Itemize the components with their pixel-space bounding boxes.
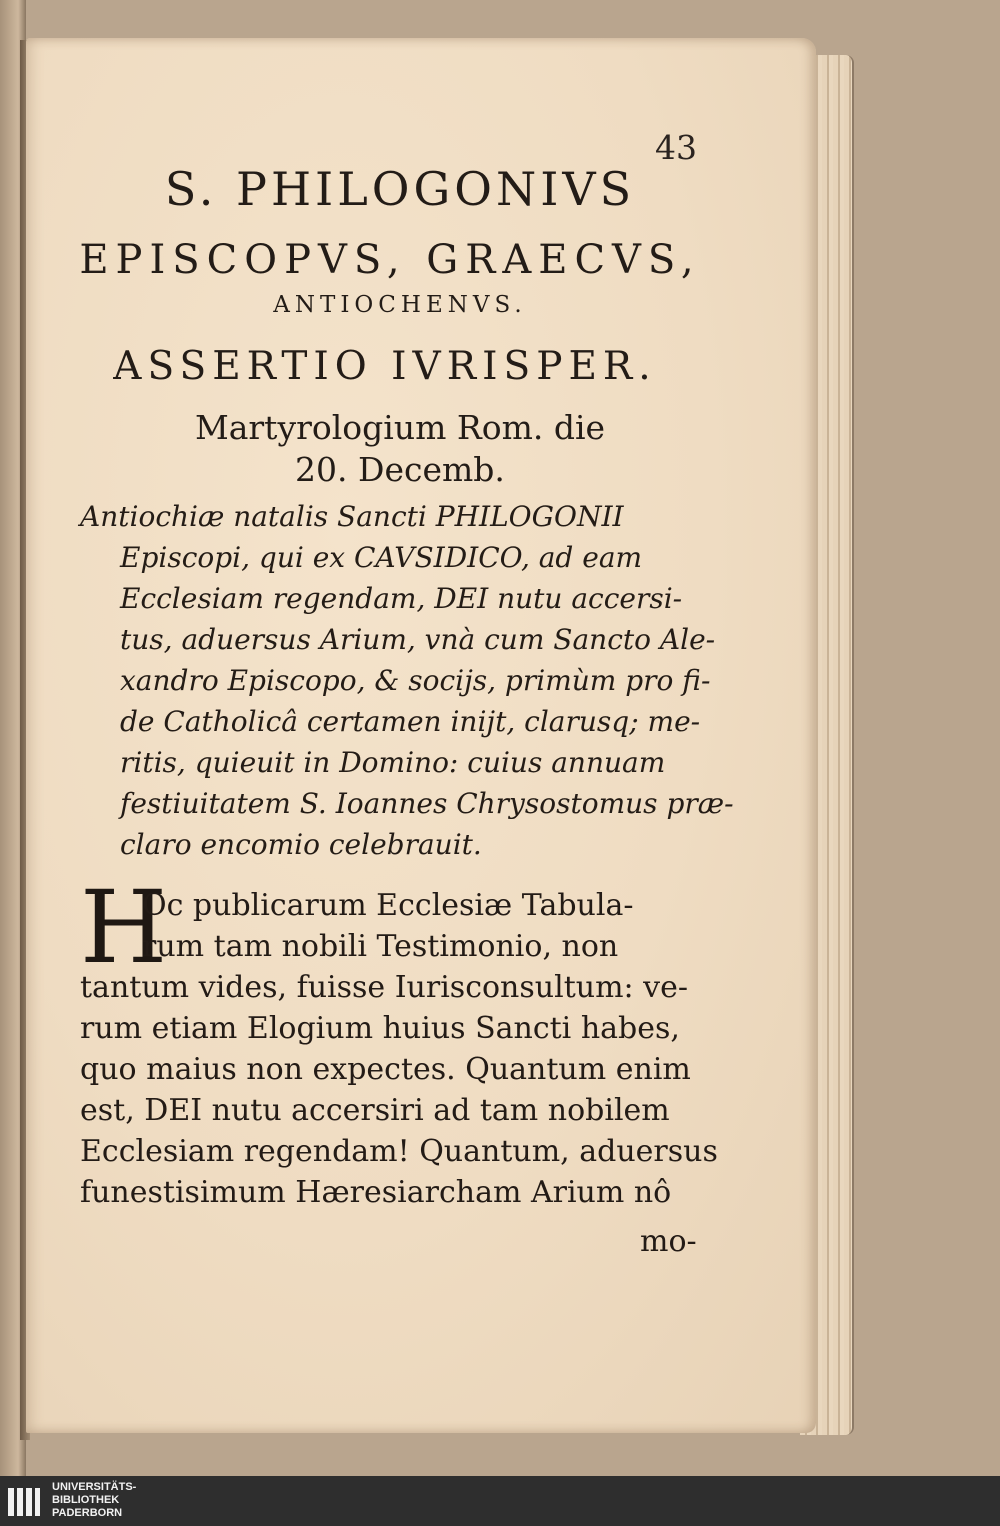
logo-line: PADERBORN xyxy=(52,1507,123,1519)
logo-line: UNIVERSITÄTS- xyxy=(52,1481,137,1493)
quote-line: de Catholicâ certamen inijt, clarusq; me- xyxy=(120,705,701,738)
section-heading: ASSERTIO IVRISPER. xyxy=(113,344,657,389)
title-line-3: ANTIOCHENVS. xyxy=(273,292,527,318)
title-line-2: EPISCOPVS, GRAECVS, xyxy=(79,237,701,283)
footer-bar xyxy=(0,1476,1000,1526)
body-line: tantum vides, fuisse Iurisconsultum: ve- xyxy=(80,970,688,1005)
body-line: est, DEI nutu accersiri ad tam nobilem xyxy=(80,1093,670,1128)
body-line: rum etiam Elogium huius Sancti habes, xyxy=(80,1011,680,1046)
subheading-line-2: 20. Decemb. xyxy=(295,450,505,489)
drop-capital: H xyxy=(80,869,168,986)
body-line: quo maius non expectes. Quantum enim xyxy=(80,1052,691,1087)
subheading-line-1: Martyrologium Rom. die xyxy=(194,408,606,447)
logo-line: BIBLIOTHEK xyxy=(52,1494,120,1506)
quote-line: claro encomio celebrauit. xyxy=(120,828,482,861)
martyrology-quote xyxy=(80,496,734,865)
body-paragraph xyxy=(80,869,720,1213)
library-logo-text xyxy=(52,1481,136,1520)
body-line: Ecclesiam regendam! Quantum, aduersus xyxy=(80,1134,718,1169)
quote-line: festiuitatem S. Ioannes Chrysostomus præ- xyxy=(120,787,734,820)
quote-line: tus, aduersus Arium, vnà cum Sancto Ale- xyxy=(120,623,716,656)
catchword: mo- xyxy=(640,1224,697,1259)
quote-line: Antiochiæ natalis Sancti PHILOGONII xyxy=(80,500,624,533)
quote-line: Ecclesiam regendam, DEI nutu accersi- xyxy=(120,582,683,615)
body-line: Oc publicarum Ecclesiæ Tabula- xyxy=(142,888,634,923)
quote-line: xandro Episcopo, & socijs, primùm pro fi- xyxy=(120,664,711,697)
library-logo-icon xyxy=(6,1484,42,1520)
quote-line: Episcopi, qui ex CAVSIDICO, ad eam xyxy=(120,541,643,574)
body-line: rum tam nobili Testimonio, non xyxy=(142,929,619,964)
quote-line: ritis, quieuit in Domino: cuius annuam xyxy=(120,746,666,779)
body-line: funestisimum Hæresiarcham Arium nô xyxy=(80,1175,672,1210)
page-number: 43 xyxy=(655,128,697,167)
title-line-1: S. PHILOGONIVS xyxy=(164,162,636,216)
